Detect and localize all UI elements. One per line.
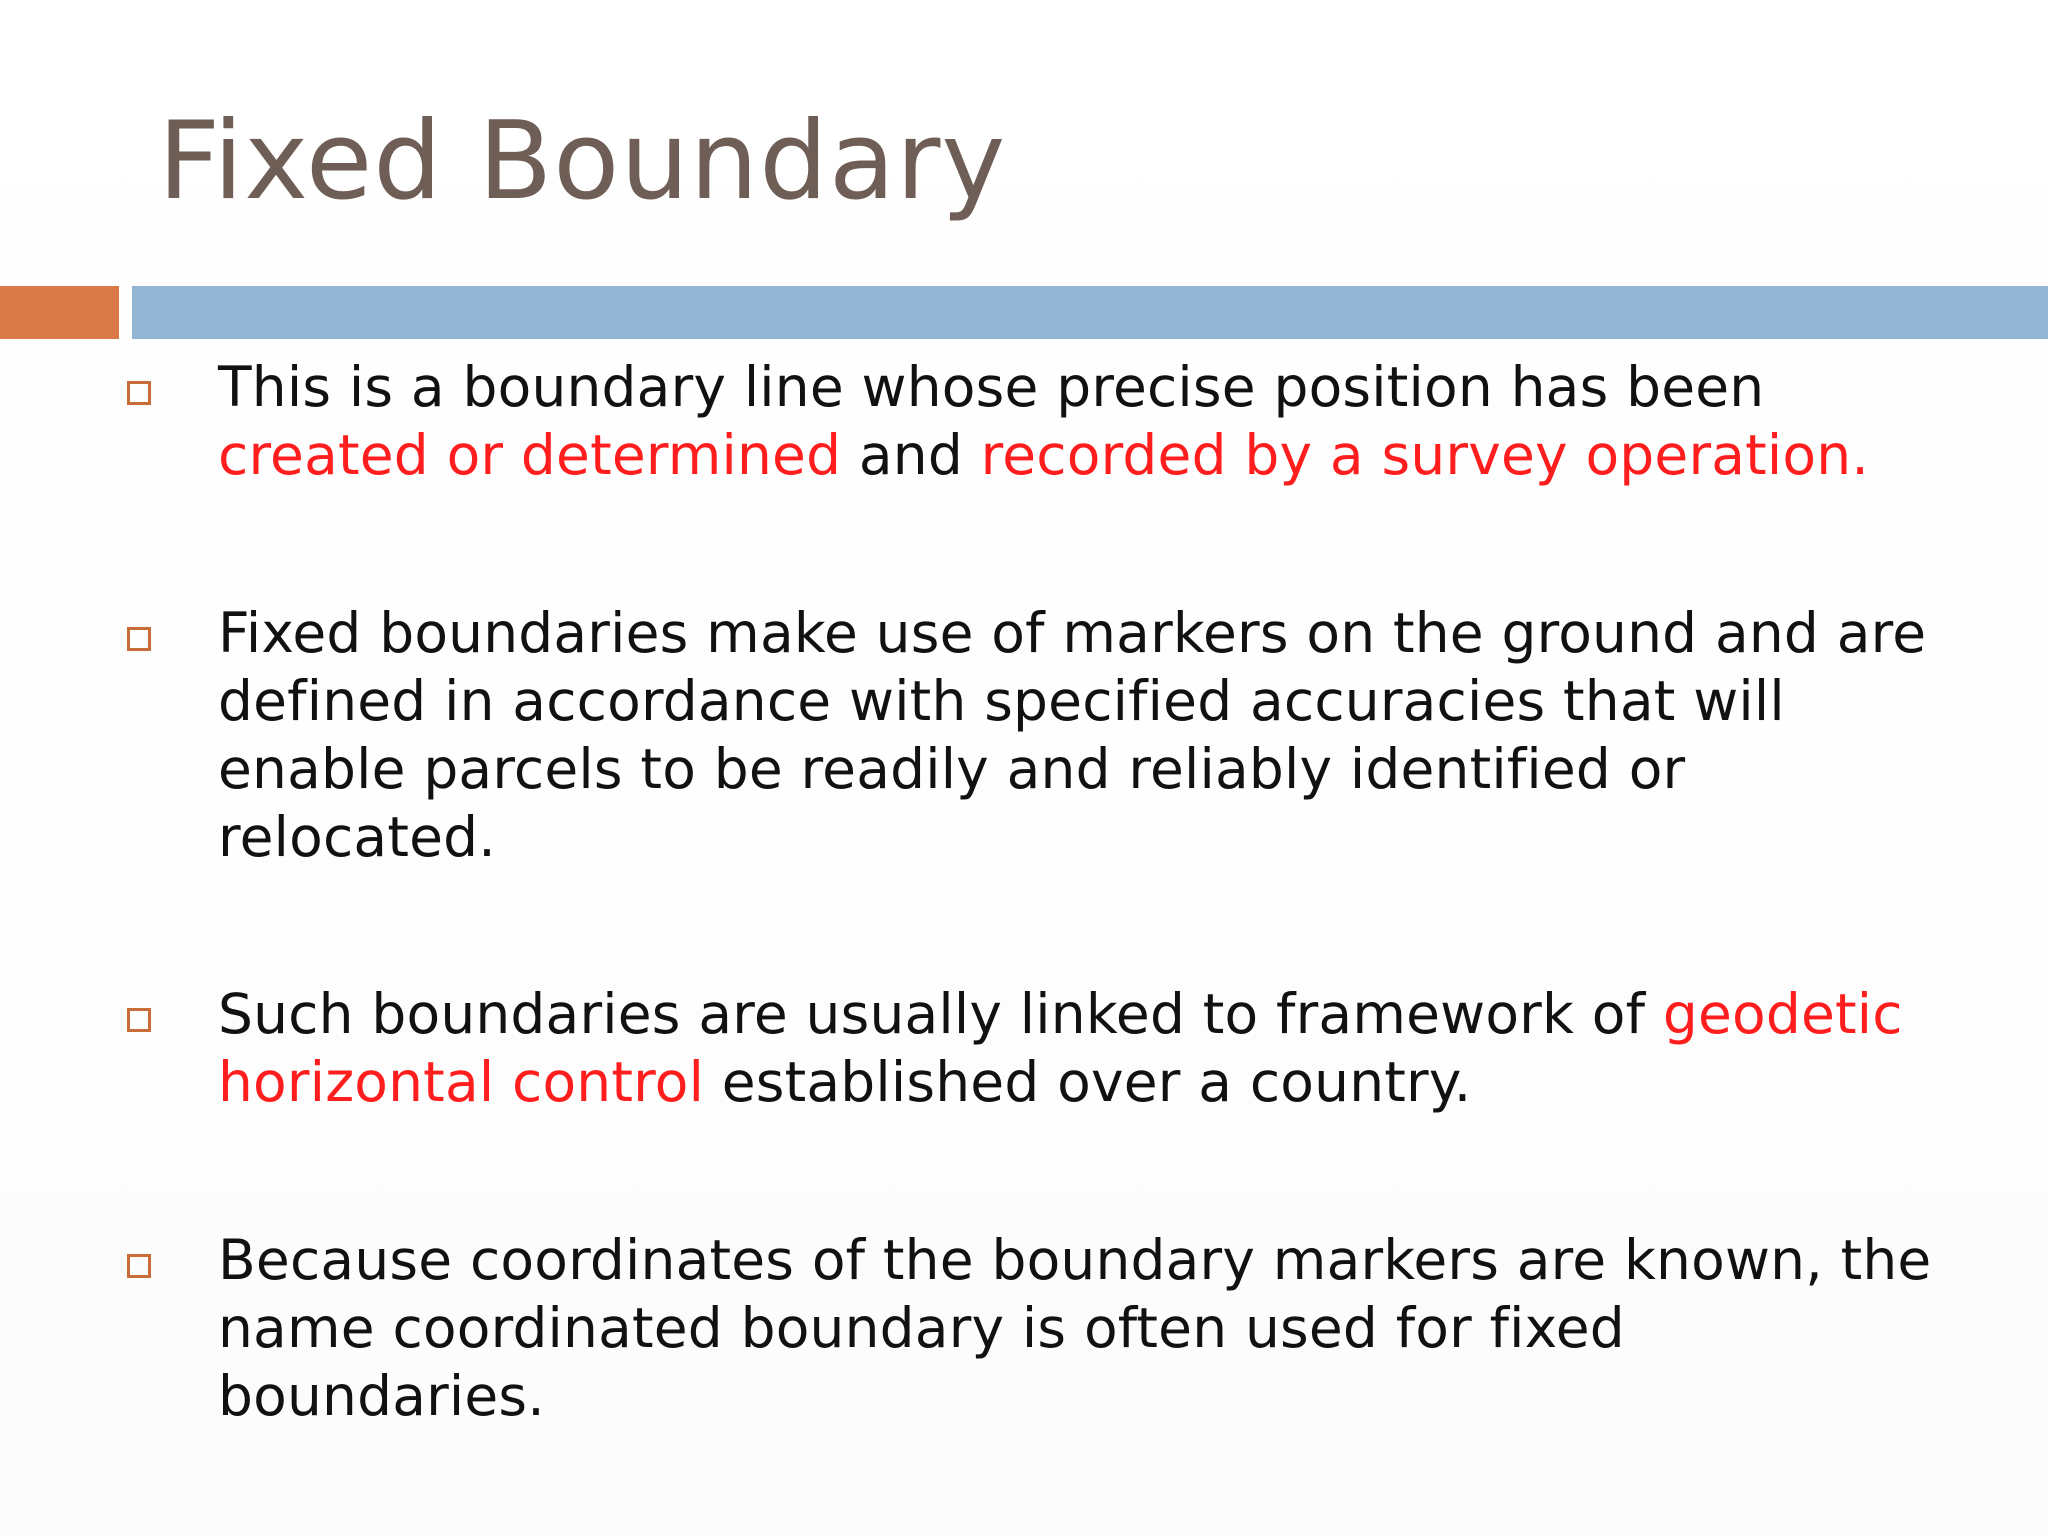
bullet-highlight: recorded by a survey operation. <box>980 423 1870 487</box>
bullet-text <box>218 353 1938 489</box>
bullet-item <box>123 599 1943 871</box>
square-outline-icon <box>127 1008 151 1032</box>
bullet-segment: established over a country. <box>704 1050 1472 1114</box>
bullet-segment: This is a boundary line whose precise position has been <box>218 355 1765 419</box>
bullet-item <box>123 353 1943 489</box>
bullet-item <box>123 980 1943 1116</box>
bullet-highlight: geodetic horizontal control <box>218 982 1903 1114</box>
square-outline-icon <box>127 381 151 405</box>
bullet-text <box>218 980 1938 1116</box>
page-title: Fixed Boundary <box>158 99 1007 224</box>
bullet-text <box>218 599 1938 871</box>
bullet-segment: Because coordinates of the boundary markers are known, the name coordinated boundary is often used for fixed boundaries. <box>218 1228 1932 1428</box>
bullet-text <box>218 1226 1938 1430</box>
bullet-item <box>123 1226 1943 1430</box>
accent-bar-blue <box>132 286 2048 339</box>
bullet-highlight: created or determined <box>218 423 842 487</box>
accent-bar-orange <box>0 286 119 339</box>
bullet-segment: Such boundaries are usually linked to framework of <box>218 982 1663 1046</box>
square-outline-icon <box>127 627 151 651</box>
square-outline-icon <box>127 1254 151 1278</box>
bullet-segment: and <box>841 423 981 487</box>
bullet-segment: Fixed boundaries make use of markers on the ground and are defined in accordance with specified accuracies that will enable parcels to be readily and reliably identified or relocated. <box>218 601 1927 869</box>
